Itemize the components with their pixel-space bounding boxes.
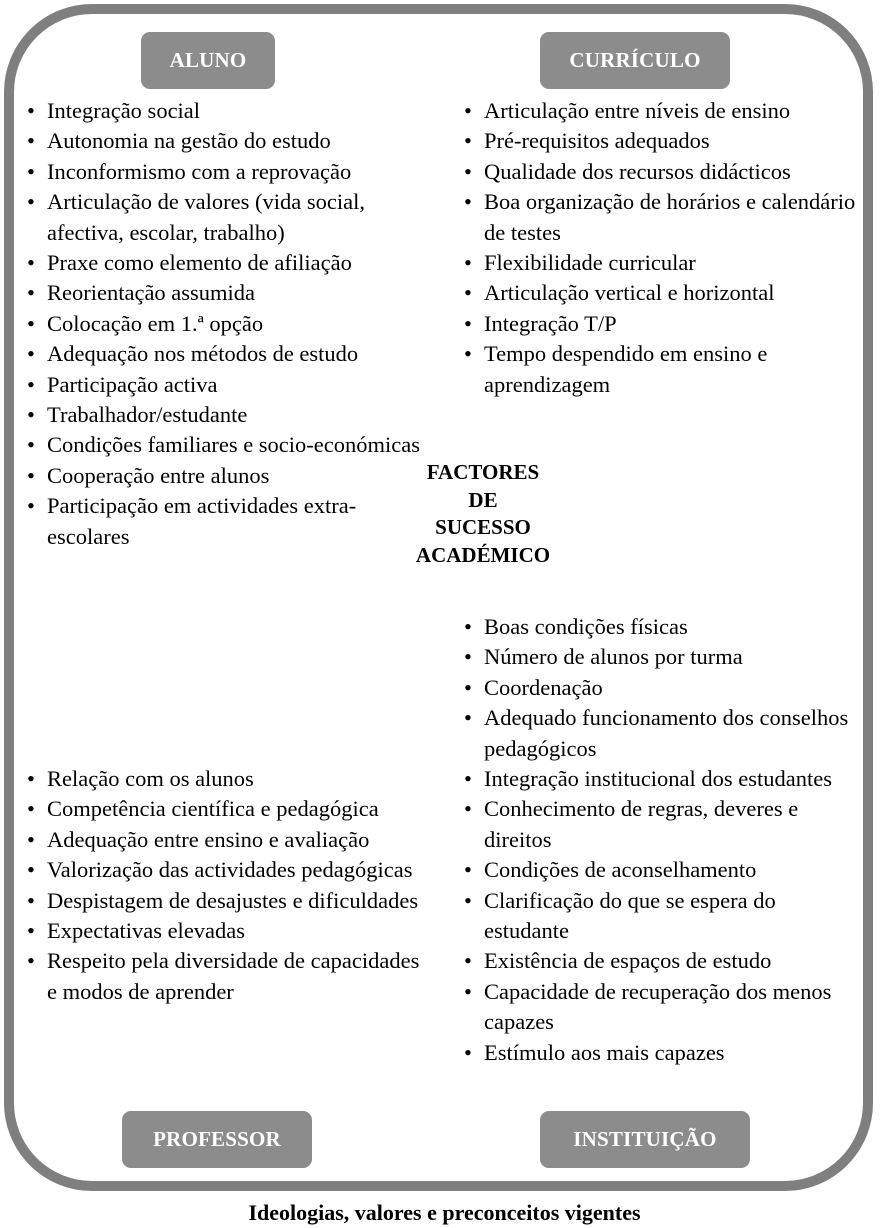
list-item: • Cooperação entre alunos — [24, 461, 424, 491]
list-item: • Competência científica e pedagógica — [24, 794, 434, 824]
center-title-line: ACADÉMICO — [415, 542, 551, 567]
list-item: • Qualidade dos recursos didácticos — [461, 157, 861, 187]
list-item: • Integração institucional dos estudantes — [461, 764, 861, 794]
list-item: • Conhecimento de regras, deveres e direitos — [461, 794, 861, 855]
center-title — [383, 459, 583, 569]
list-item: • Autonomia na gestão do estudo — [24, 126, 424, 156]
list-item: • Articulação vertical e horizontal — [461, 278, 861, 308]
list-item: • Tempo despendido em ensino e aprendizagem — [461, 339, 861, 400]
list-item: • Condições de aconselhamento — [461, 855, 861, 885]
center-title-line: SUCESSO — [435, 515, 531, 539]
center-title-line: DE — [468, 487, 498, 512]
list-item: • Participação em actividades extra-escolares — [24, 491, 424, 552]
list-item: • Existência de espaços de estudo — [461, 946, 861, 976]
list-item: • Participação activa — [24, 370, 424, 400]
center-title-line: FACTORES — [426, 460, 540, 484]
list-item: • Estímulo aos mais capazes — [461, 1038, 861, 1068]
curriculo-factor-list — [461, 96, 861, 400]
list-item: • Adequado funcionamento dos conselhos pedagógicos — [461, 703, 861, 764]
list-item: • Praxe como elemento de afiliação — [24, 248, 424, 278]
list-item: • Articulação de valores (vida social, afectiva, escolar, trabalho) — [24, 187, 424, 248]
list-item: • Capacidade de recuperação dos menos capazes — [461, 977, 861, 1038]
list-item: • Reorientação assumida — [24, 278, 424, 308]
list-item: • Coordenação — [461, 673, 861, 703]
list-item: • Boas condições físicas — [461, 612, 861, 642]
list-item: • Adequação nos métodos de estudo — [24, 339, 424, 369]
list-item: • Número de alunos por turma — [461, 642, 861, 672]
list-item: • Expectativas elevadas — [24, 916, 434, 946]
professor-factor-list — [24, 764, 434, 1007]
list-item: • Condições familiares e socio-económicas — [24, 430, 424, 460]
instituicao-factor-list — [461, 612, 861, 1068]
aluno-label: ALUNO — [141, 32, 275, 89]
list-item: • Pré-requisitos adequados — [461, 126, 861, 156]
list-item: • Respeito pela diversidade de capacidades e modos de aprender — [24, 946, 434, 1007]
list-item: • Clarificação do que se espera do estudante — [461, 886, 861, 947]
footer-caption: Ideologias, valores e preconceitos vigentes — [248, 1200, 641, 1225]
curriculo-label: CURRÍCULO — [540, 32, 730, 89]
list-item: • Valorização das actividades pedagógicas — [24, 855, 434, 885]
aluno-factor-list — [24, 96, 424, 552]
list-item: • Articulação entre níveis de ensino — [461, 96, 861, 126]
list-item: • Integração T/P — [461, 309, 861, 339]
list-item: • Flexibilidade curricular — [461, 248, 861, 278]
instituicao-label: INSTITUIÇÃO — [540, 1111, 750, 1168]
list-item: • Relação com os alunos — [24, 764, 434, 794]
list-item: • Colocação em 1.ª opção — [24, 309, 424, 339]
list-item: • Integração social — [24, 96, 424, 126]
list-item: • Despistagem de desajustes e dificuldades — [24, 886, 434, 916]
list-item: • Trabalhador/estudante — [24, 400, 424, 430]
list-item: • Adequação entre ensino e avaliação — [24, 825, 434, 855]
list-item: • Inconformismo com a reprovação — [24, 157, 424, 187]
list-item: • Boa organização de horários e calendário de testes — [461, 187, 861, 248]
professor-label: PROFESSOR — [122, 1111, 312, 1168]
